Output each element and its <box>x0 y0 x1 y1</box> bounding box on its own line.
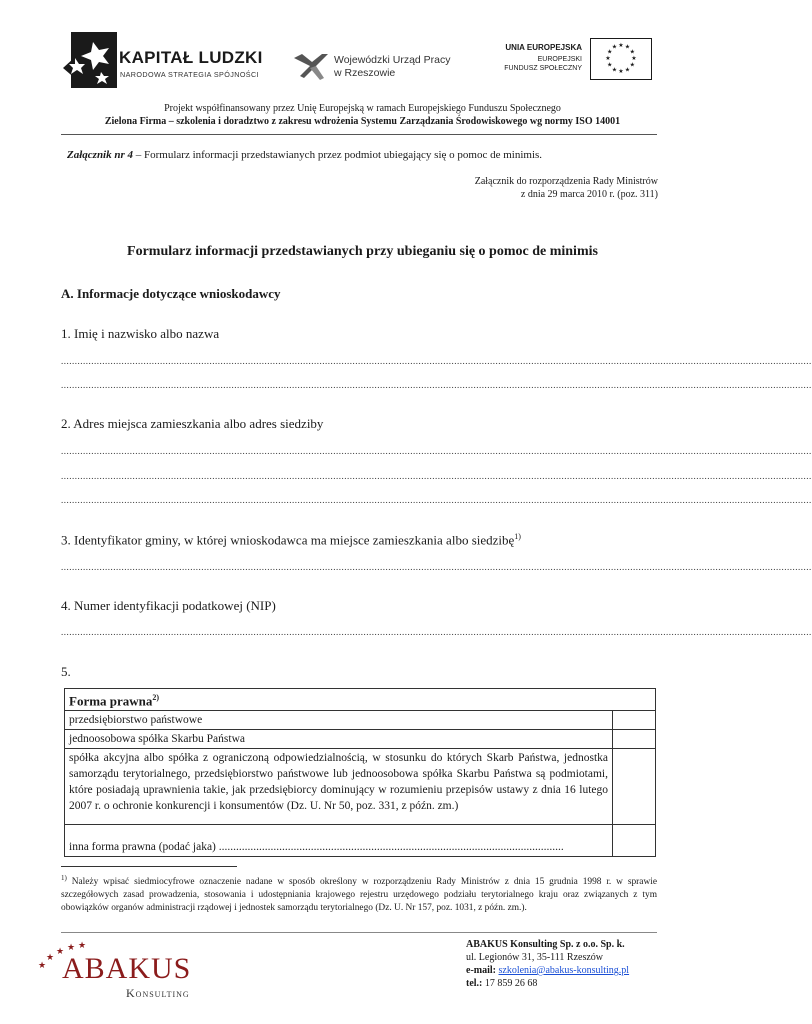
legal-form-option-label: spółka akcyjna albo spółka z ograniczoną odpowiedzialnością, w stosunku do których Skarb Państwa, jednostka samorządu terytorialnego, przedsiębiorstwo państwowe lub jednoosobowa spółka Skarbu Państwa są podmiotami, które posiadają uprawnienia takie, jak przedsiębiorcy dominujący w rozumieniu przepisów ustawy z dnia 16 lutego 2007 r. o ochronie konkurencji i konsumentów (Dz. U. Nr 50, poz. 331, z późn. zm.) <box>65 749 613 825</box>
attachment-line <box>67 149 542 161</box>
legal-form-header <box>65 689 656 711</box>
footer-tel-line <box>466 977 666 990</box>
attachment-label: Załącznik nr 4 <box>67 149 134 161</box>
svg-text:★: ★ <box>629 61 635 69</box>
footer-address: ul. Legionów 31, 35-111 Rzeszów <box>466 952 604 963</box>
svg-text:★: ★ <box>611 66 618 74</box>
legal-form-table <box>64 688 656 857</box>
legal-form-footnote-ref: 2) <box>152 693 160 702</box>
svg-text:★: ★ <box>618 68 624 75</box>
footer-divider <box>61 932 657 933</box>
legal-form-option-label[interactable]: inna forma prawna (podać jaka) ........................................................................................................................ <box>65 825 613 857</box>
footnote-1-text: Należy wpisać siedmiocyfrowe oznaczenie nadane w sposób określony w rozporządzeniu Rady Ministrów z dnia 15 grudnia 1998 r. w sprawie szczegółowych zasad prowadzenia, stosowania i udostępniania krajowego rejestru urzędowego podziału terytorialnego kraju oraz związanych z tym obowiązków organów administracji rządowej i jednostek samorządu terytorialnego (Dz. U. Nr 157, poz. 1031, z późn. zm.). <box>61 877 657 914</box>
ue-line1: UNIA EUROPEJSKA <box>505 43 582 52</box>
question-3-label <box>61 532 521 548</box>
wup-line2: w Rzeszowie <box>334 67 396 79</box>
footer-email-link[interactable]: szkolenia@abakus-konsulting.pl <box>498 965 630 976</box>
question-5-label: 5. <box>61 664 71 679</box>
abakus-logo-text: ABAKUS <box>62 952 192 985</box>
svg-text:★: ★ <box>629 48 635 56</box>
wup-logo <box>292 48 462 84</box>
table-row <box>65 711 656 730</box>
attachment-text: – Formularz informacji przedstawianych przez podmiot ubiegający się o pomoc de minimis. <box>133 149 543 161</box>
footer-contact <box>466 938 666 990</box>
form-title: Formularz informacji przedstawianych przy ubieganiu się o pomoc de minimis <box>127 244 598 259</box>
question-3-text: 3. Identyfikator gminy, w której wnioskodawca ma miejsce zamieszkania albo siedzibę <box>61 532 515 548</box>
answer-4-line[interactable]: ................................................................................................................................................................................................................................................................................. <box>61 627 812 637</box>
svg-text:★: ★ <box>624 66 631 74</box>
footnote-1 <box>61 872 657 915</box>
question-1-label: 1. Imię i nazwisko albo nazwa <box>61 326 220 341</box>
svg-text:★: ★ <box>67 943 76 953</box>
legal-form-checkbox-3[interactable] <box>613 749 656 825</box>
svg-text:★: ★ <box>631 55 637 62</box>
wup-bird-icon <box>292 50 330 82</box>
svg-text:★: ★ <box>38 961 47 971</box>
footnote-1-mark: 1) <box>61 874 67 882</box>
legal-form-checkbox-2[interactable] <box>613 730 656 749</box>
ue-efs-logo <box>492 38 652 82</box>
table-row <box>65 749 656 825</box>
ue-line2: EUROPEJSKI <box>537 56 582 63</box>
legal-form-checkbox-1[interactable] <box>613 711 656 730</box>
svg-text:★: ★ <box>611 43 618 51</box>
legal-form-checkbox-4[interactable] <box>613 825 656 857</box>
svg-text:★: ★ <box>607 48 613 56</box>
table-row <box>65 730 656 749</box>
legal-form-header-text: Forma prawna <box>69 693 153 709</box>
answer-2-line-2[interactable]: ................................................................................................................................................................................................................................................................................. <box>61 471 812 481</box>
svg-text:★: ★ <box>605 55 611 62</box>
kapital-ludzki-emblem-icon <box>63 28 121 92</box>
kapital-ludzki-subtitle: NARODOWA STRATEGIA SPÓJNOŚCI <box>120 70 259 79</box>
answer-1-line-2[interactable]: ................................................................................................................................................................................................................................................................................. <box>61 380 812 390</box>
question-4-label: 4. Numer identyfikacji podatkowej (NIP) <box>61 598 276 613</box>
legal-form-option-label: jednoosobowa spółka Skarbu Państwa <box>65 730 613 749</box>
footer-company: ABAKUS Konsulting Sp. z o.o. Sp. k. <box>466 939 625 950</box>
svg-text:★: ★ <box>607 61 613 69</box>
section-a-heading: A. Informacje dotyczące wnioskodawcy <box>61 286 281 301</box>
footer-tel-label: tel.: <box>466 978 485 989</box>
answer-1-line-1[interactable]: ................................................................................................................................................................................................................................................................................. <box>61 356 812 366</box>
regulation-line1: Załącznik do rozporządzenia Rady Ministrów <box>474 176 658 187</box>
wup-line1: Wojewódzki Urząd Pracy <box>334 54 451 66</box>
svg-text:★: ★ <box>46 953 55 963</box>
abakus-logo <box>36 940 236 1000</box>
ue-line3: FUNDUSZ SPOŁECZNY <box>504 65 582 72</box>
answer-2-line-3[interactable]: ................................................................................................................................................................................................................................................................................. <box>61 495 812 505</box>
legal-form-option-label: przedsiębiorstwo państwowe <box>65 711 613 730</box>
question-2-label: 2. Adres miejsca zamieszkania albo adres siedziby <box>61 416 324 431</box>
regulation-note <box>475 175 658 201</box>
header-divider <box>61 134 657 135</box>
footer-email-line <box>466 964 666 977</box>
kapital-ludzki-logo <box>63 28 263 92</box>
footer-email-label: e-mail: <box>466 965 499 976</box>
kapital-ludzki-title: KAPITAŁ LUDZKI <box>119 48 263 67</box>
project-cofinancing-line: Projekt współfinansowany przez Unię Europejską w ramach Europejskiego Funduszu Społecznego <box>164 103 561 114</box>
svg-text:★: ★ <box>78 941 87 951</box>
footer-tel: 17 859 26 68 <box>484 978 538 989</box>
svg-text:★: ★ <box>624 43 631 51</box>
footnote-divider <box>61 866 237 867</box>
eu-flag-icon <box>590 38 652 80</box>
svg-text:★: ★ <box>56 947 65 957</box>
svg-text:★: ★ <box>618 42 624 49</box>
abakus-logo-sub: Konsulting <box>126 986 190 1000</box>
project-title-line: Zielona Firma – szkolenia i doradztwo z zakresu wdrożenia Systemu Zarządzania Środowiskowego wg normy ISO 14001 <box>104 116 621 127</box>
answer-2-line-1[interactable]: ................................................................................................................................................................................................................................................................................. <box>61 446 812 456</box>
answer-3-line[interactable]: ................................................................................................................................................................................................................................................................................. <box>61 562 812 572</box>
regulation-line2: z dnia 29 marca 2010 r. (poz. 311) <box>520 189 658 200</box>
table-row <box>65 825 656 857</box>
question-3-footnote-ref[interactable]: 1) <box>514 532 521 541</box>
legal-form-header-row <box>65 689 656 711</box>
